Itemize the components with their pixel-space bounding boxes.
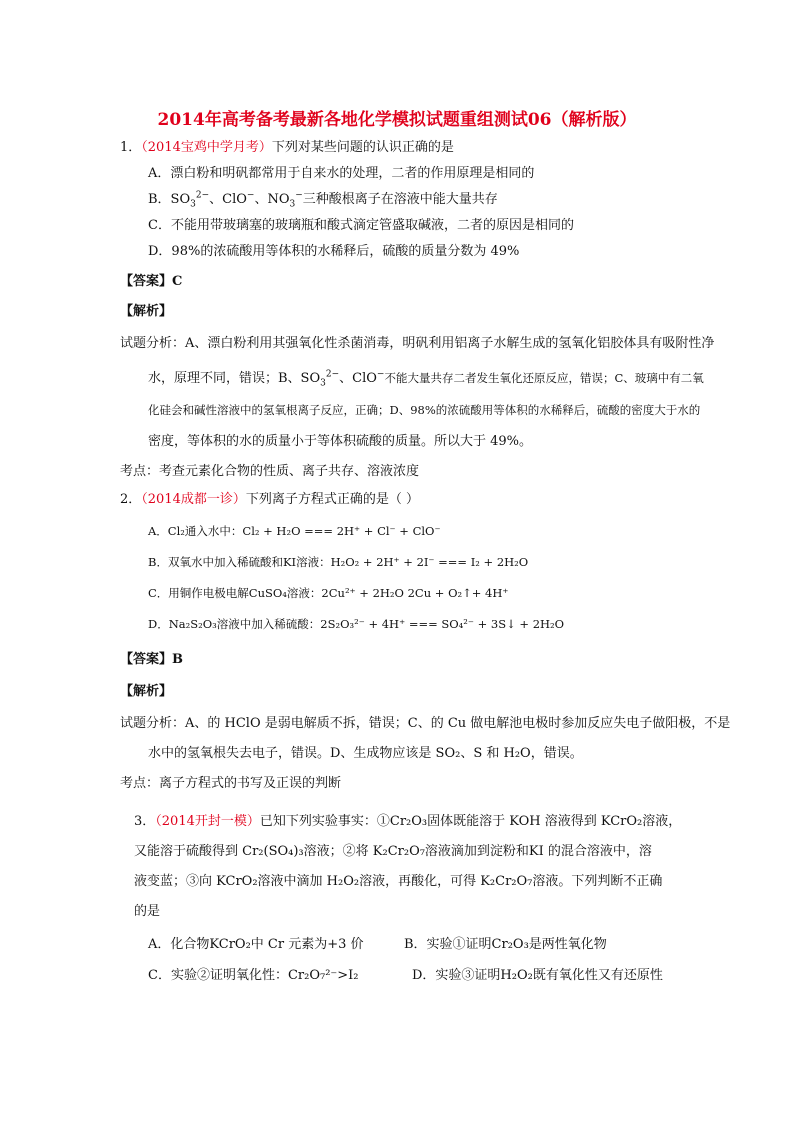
q2-option-a: A．Cl₂通入水中：Cl₂ + H₂O === 2H⁺ + Cl⁻ + ClO⁻: [148, 524, 441, 538]
q1-option-a: A．漂白粉和明矾都常用于自来水的处理，二者的作用原理是相同的: [148, 166, 535, 181]
q2-analysis-line-2: 水中的氢氧根失去电子，错误。D、生成物应该是 SO₂、S 和 H₂O，错误。: [148, 746, 583, 761]
q3-line-1: 已知下列实验事实：①Cr₂O₃固体既能溶于 KOH 溶液得到 KCrO₂溶液，: [259, 814, 682, 829]
q2-number: 2．: [120, 492, 142, 507]
q3-stem-line-3: 液变蓝；③向 KCrO₂溶液中滴加 H₂O₂溶液，再酸化，可得 K₂Cr₂O₇溶液。下列判断不正确: [134, 874, 663, 889]
q3-stem-line-1: [134, 812, 681, 832]
q1-analysis-line-1: 试题分析：A、漂白粉利用其强氧化性杀菌消毒，明矾利用铝离子水解生成的氢氧化铝胶体具有吸附性净: [120, 336, 715, 351]
q2-option-d: D．Na₂S₂O₃溶液中加入稀硫酸：2S₂O₃²⁻ + 4H⁺ === SO₄²⁻ + 3S↓ + 2H₂O: [148, 617, 565, 631]
q1-analysis-line-2: 水，原理不同，错误；B、$SO_3^{2-}$、ClO−不能大量共存二者发生氧化还原反应，错误；C、玻璃中有二氧: [148, 369, 704, 389]
q3-source: （2014开封一模）: [155, 814, 260, 829]
q1-analysis-line-4: 密度，等体积的水的质量小于等体积硫酸的质量。所以大于 49%。: [148, 434, 533, 449]
q2-kaodian: 考点：离子方程式的书写及正误的判断: [120, 776, 342, 791]
q2-option-b: B．双氧水中加入稀硫酸和KI溶液：H₂O₂ + 2H⁺ + 2I⁻ === I₂ + 2H₂O: [148, 555, 529, 569]
q1-option-b: B．$SO_3^{2-}$、ClO−、$NO_3^-$三种酸根离子在溶液中能大量共存: [148, 190, 498, 210]
q2-answer: 【答案】B: [120, 652, 183, 667]
q2-option-c: C．用铜作电极电解CuSO₄溶液：2Cu²⁺ + 2H₂O 2Cu + O₂↑+ 4H⁺: [148, 586, 509, 600]
q1-analysis-heading: 【解析】: [120, 304, 173, 319]
q1-kaodian: 考点：考查元素化合物的性质、离子共存、溶液浓度: [120, 464, 420, 479]
q1-source: （2014宝鸡中学月考）: [141, 140, 272, 155]
q1-answer: 【答案】C: [120, 274, 183, 289]
page-title: 2014年高考备考最新各地化学模拟试题重组测试06（解析版）: [157, 110, 637, 130]
q2-stem-line: [120, 490, 419, 510]
q2-analysis-line-1: 试题分析：A、的 HClO 是弱电解质不拆，错误；C、的 Cu 做电解池电极时参加反应失电子做阳极，不是: [120, 716, 731, 731]
q3-stem-line-2: 又能溶于硫酸得到 Cr₂(SO₄)₃溶液；②将 K₂Cr₂O₇溶液滴加到淀粉和KI 的混合溶液中，溶: [134, 844, 652, 859]
q3-option-c: C．实验②证明氧化性：Cr₂O₇²⁻>I₂: [148, 968, 359, 983]
q1-stem: 下列对某些问题的认识正确的是: [271, 140, 454, 155]
q2-analysis-heading: 【解析】: [120, 684, 173, 699]
q1-analysis-line-3: 化硅会和碱性溶液中的氢氧根离子反应，正确；D、98%的浓硫酸用等体积的水稀释后，硫酸的密度大于水的: [148, 403, 701, 417]
q1-number: 1．: [120, 140, 142, 155]
q3-option-b: B．实验①证明Cr₂O₃是两性氧化物: [404, 937, 607, 952]
q3-option-a: A．化合物KCrO₂中 Cr 元素为+3 价: [148, 937, 364, 952]
q1-option-d: D．98%的浓硫酸用等体积的水稀释后，硫酸的质量分数为 49%: [148, 244, 520, 259]
q1-stem-line: [120, 138, 454, 158]
q1-option-c: C．不能用带玻璃塞的玻璃瓶和酸式滴定管盛取碱液，二者的原因是相同的: [148, 218, 574, 233]
q3-number: 3．: [134, 814, 156, 829]
q3-stem-line-4: 的是: [134, 904, 161, 919]
q2-stem: 下列离子方程式正确的是（ ）: [245, 492, 420, 507]
q3-option-d: D．实验③证明H₂O₂既有氧化性又有还原性: [412, 968, 663, 983]
q2-source: （2014成都一诊）: [141, 492, 246, 507]
